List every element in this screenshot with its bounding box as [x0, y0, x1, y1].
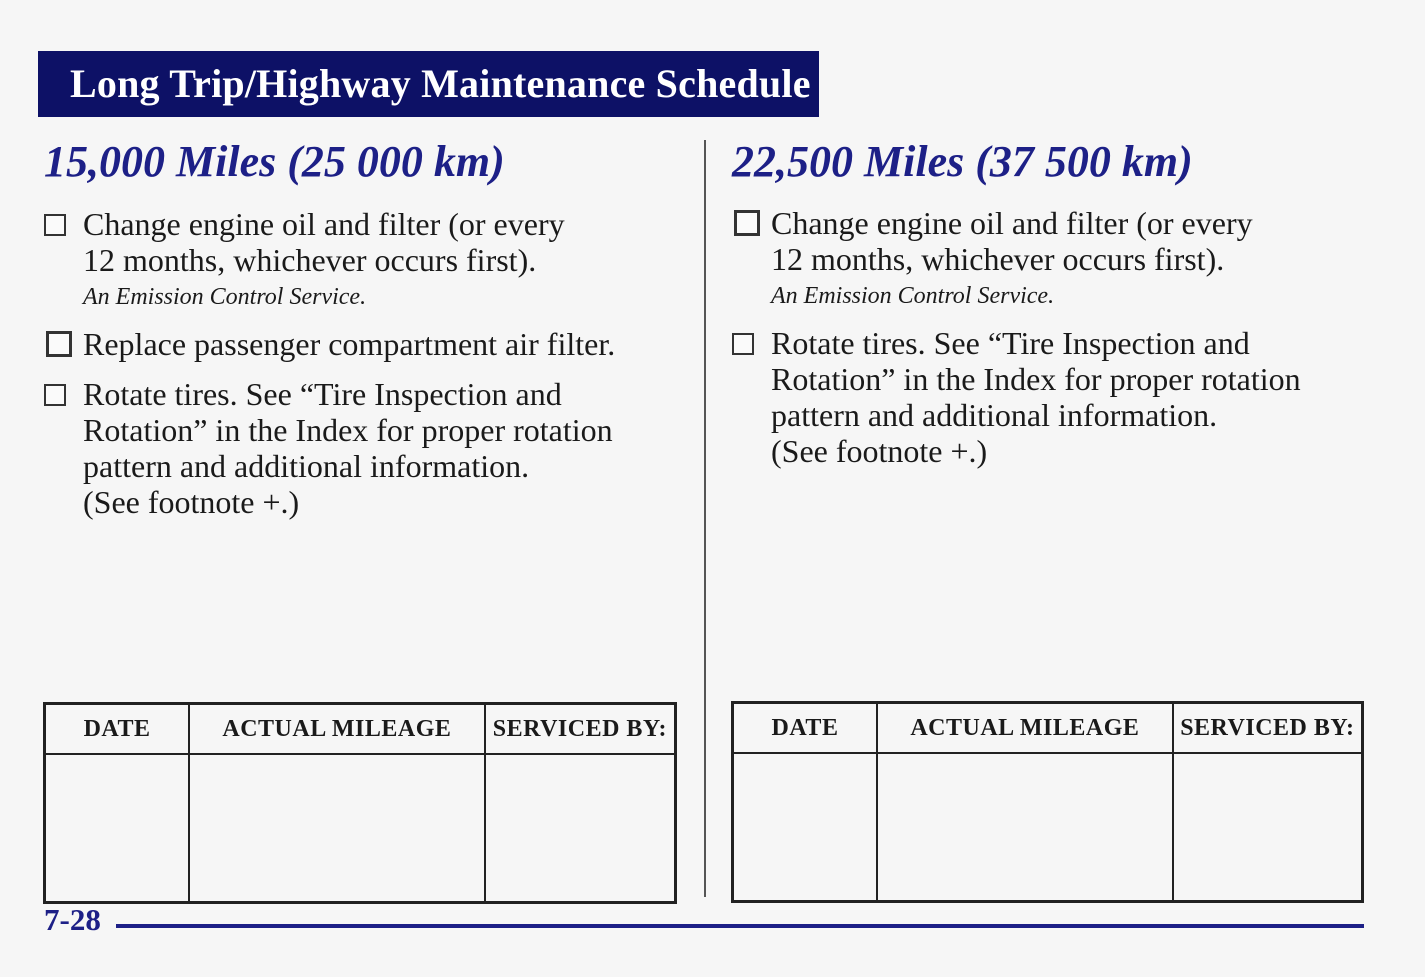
column-header-actual-mileage: ACTUAL MILEAGE: [877, 703, 1173, 754]
checkbox[interactable]: [732, 333, 754, 355]
checklist-item-rotate-tires: [732, 325, 1372, 469]
checklist-item-text: Change engine oil and filter (or every 12 months, whichever occurs first).: [771, 205, 1253, 277]
checklist-item-text: Change engine oil and filter (or every 12 months, whichever occurs first).: [83, 206, 565, 278]
banner-title: Long Trip/Highway Maintenance Schedule: [70, 61, 811, 106]
checklist: [44, 206, 684, 520]
date-cell[interactable]: [45, 754, 190, 903]
column-header-date: DATE: [45, 704, 190, 755]
column-header-date: DATE: [733, 703, 878, 754]
checkbox[interactable]: [46, 331, 72, 357]
checklist-item-note: An Emission Control Service.: [83, 284, 367, 310]
service-log-table: [43, 702, 677, 904]
table-header-row: [45, 704, 676, 755]
schedule-15000-column: [44, 137, 684, 520]
schedule-heading: 15,000 Miles (25 000 km): [44, 137, 505, 186]
table-row: [733, 753, 1363, 902]
checklist-item-text: Replace passenger compartment air filter.: [83, 326, 616, 362]
checklist-item-oil-change: [732, 205, 1372, 311]
column-header-serviced-by: SERVICED BY:: [485, 704, 676, 755]
schedule-heading: 22,500 Miles (37 500 km): [732, 137, 1193, 186]
checklist-item-rotate-tires: [44, 376, 684, 520]
actual-mileage-cell[interactable]: [877, 753, 1173, 902]
column-header-serviced-by: SERVICED BY:: [1173, 703, 1363, 754]
service-log-table: [731, 701, 1364, 903]
schedule-22500-column: [732, 137, 1372, 469]
checkbox[interactable]: [734, 210, 760, 236]
column-divider: [704, 140, 706, 897]
page-number: 7-28: [44, 902, 101, 937]
checklist-item-text: Rotate tires. See “Tire Inspection and Rotation” in the Index for proper rotation pattern and additional information. (See footnote +.): [771, 325, 1301, 469]
checkbox[interactable]: [44, 214, 66, 236]
actual-mileage-cell[interactable]: [189, 754, 485, 903]
checklist-item-oil-change: [44, 206, 684, 312]
checklist-item-air-filter: [44, 326, 684, 362]
table-header-row: [733, 703, 1363, 754]
serviced-by-cell[interactable]: [485, 754, 676, 903]
date-cell[interactable]: [733, 753, 878, 902]
page-banner: [38, 51, 819, 117]
column-header-actual-mileage: ACTUAL MILEAGE: [189, 704, 485, 755]
checklist: [732, 205, 1372, 469]
serviced-by-cell[interactable]: [1173, 753, 1363, 902]
checkbox[interactable]: [44, 384, 66, 406]
table-row: [45, 754, 676, 903]
footer-rule: [116, 924, 1364, 928]
checklist-item-text: Rotate tires. See “Tire Inspection and Rotation” in the Index for proper rotation pattern and additional information. (See footnote +.): [83, 376, 613, 520]
checklist-item-note: An Emission Control Service.: [771, 283, 1055, 309]
